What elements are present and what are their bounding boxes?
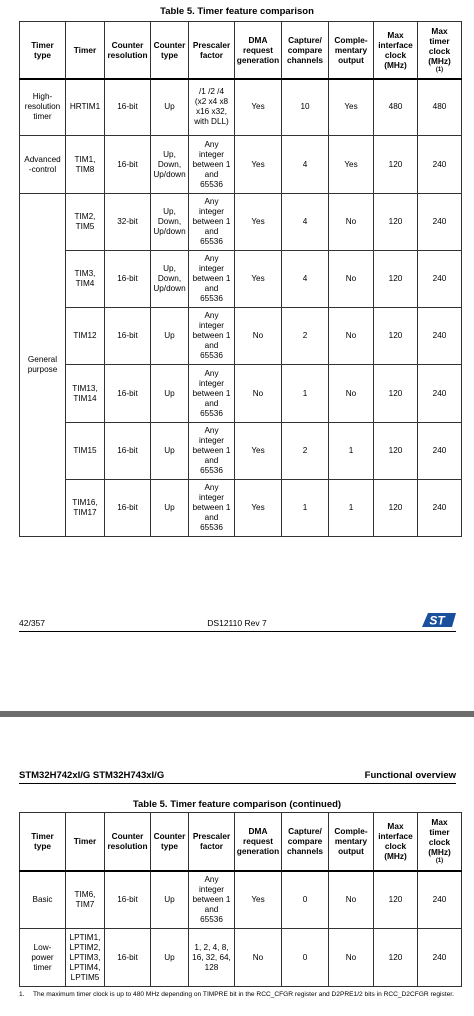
timer-name: TIM2, TIM5 (66, 194, 105, 251)
timer-type: Basic (20, 871, 66, 929)
footer-rule (19, 631, 456, 632)
max-timer-clock: 240 (418, 136, 462, 194)
max-interface-clock: 120 (374, 871, 418, 929)
timer-name: LPTIM1, LPTIM2, LPTIM3, LPTIM4, LPTIM5 (66, 929, 105, 987)
table-row (20, 194, 462, 251)
header-timer: Timer (66, 813, 105, 871)
table-row (20, 365, 462, 423)
counter-type: Up (151, 929, 189, 987)
max-timer-clock: 240 (418, 308, 462, 365)
dma-request: Yes (235, 423, 282, 480)
header-timer-type: Timer type (20, 813, 66, 871)
prescaler-factor: Any integer between 1 and 65536 (189, 871, 235, 929)
header-max-timer-clock (418, 22, 462, 79)
complementary-output: Yes (329, 136, 374, 194)
table-caption: Table 5. Timer feature comparison (160, 6, 314, 17)
max-interface-clock: 120 (374, 365, 418, 423)
max-timer-clock: 240 (418, 423, 462, 480)
header-timer-type: Timer type (20, 22, 66, 79)
header-capture-compare: Capture/ compare channels (282, 813, 329, 871)
dma-request: No (235, 929, 282, 987)
table-row (20, 929, 462, 987)
counter-resolution: 16-bit (105, 871, 151, 929)
max-timer-clock: 240 (418, 871, 462, 929)
header-dma-request: DMA request generation (235, 22, 282, 79)
capture-compare-channels: 2 (282, 308, 329, 365)
max-timer-clock: 240 (418, 251, 462, 308)
table-row (20, 871, 462, 929)
header-counter-resolution: Counter resolution (105, 22, 151, 79)
max-interface-clock: 120 (374, 136, 418, 194)
table-row (20, 136, 462, 194)
header-max-timer-clock-label: Max timer clock (MHz) (428, 817, 451, 858)
counter-type: Up (151, 871, 189, 929)
capture-compare-channels: 4 (282, 194, 329, 251)
counter-type: Up, Down, Up/down (151, 136, 189, 194)
timer-name: HRTIM1 (66, 79, 105, 136)
timer-name: TIM6, TIM7 (66, 871, 105, 929)
table-header-row (20, 813, 462, 871)
capture-compare-channels: 1 (282, 365, 329, 423)
doc-revision: DS12110 Rev 7 (207, 618, 267, 628)
counter-resolution: 16-bit (105, 929, 151, 987)
logo-text: ST (429, 613, 445, 628)
counter-resolution: 16-bit (105, 79, 151, 136)
max-timer-clock: 240 (418, 365, 462, 423)
capture-compare-channels: 0 (282, 871, 329, 929)
complementary-output: 1 (329, 423, 374, 480)
header-counter-type: Counter type (151, 813, 189, 871)
capture-compare-channels: 4 (282, 136, 329, 194)
prescaler-factor: Any integer between 1 and 65536 (189, 136, 235, 194)
table-row (20, 308, 462, 365)
header-max-timer-clock (418, 813, 462, 871)
page-number: 42/357 (19, 618, 45, 628)
capture-compare-channels: 4 (282, 251, 329, 308)
header-max-interface-clock: Max interface clock (MHz) (374, 22, 418, 79)
counter-type: Up, Down, Up/down (151, 251, 189, 308)
header-counter-type: Counter type (151, 22, 189, 79)
counter-type: Up (151, 308, 189, 365)
timer-feature-table (19, 21, 462, 537)
header-prescaler-factor: Prescaler factor (189, 22, 235, 79)
counter-type: Up (151, 480, 189, 537)
header-counter-resolution: Counter resolution (105, 813, 151, 871)
dma-request: No (235, 308, 282, 365)
prescaler-factor: Any integer between 1 and 65536 (189, 194, 235, 251)
table-caption-continued: Table 5. Timer feature comparison (continued) (132, 799, 342, 810)
prescaler-factor: /1 /2 /4 (x2 x4 x8 x16 x32, with DLL) (189, 79, 235, 136)
counter-resolution: 16-bit (105, 136, 151, 194)
table-row (20, 79, 462, 136)
table-header-row (20, 22, 462, 79)
running-header-left: STM32H742xI/G STM32H743xI/G (19, 770, 165, 781)
dma-request: Yes (235, 871, 282, 929)
max-timer-clock: 240 (418, 929, 462, 987)
max-interface-clock: 120 (374, 308, 418, 365)
complementary-output: Yes (329, 79, 374, 136)
dma-request: Yes (235, 480, 282, 537)
max-timer-clock: 480 (418, 79, 462, 136)
header-capture-compare: Capture/ compare channels (282, 22, 329, 79)
capture-compare-channels: 1 (282, 480, 329, 537)
complementary-output: No (329, 871, 374, 929)
dma-request: Yes (235, 251, 282, 308)
header-max-timer-clock-label: Max timer clock (MHz) (428, 25, 451, 66)
counter-resolution: 32-bit (105, 194, 151, 251)
max-interface-clock: 120 (374, 423, 418, 480)
header-complementary-output: Comple- mentary output (329, 813, 374, 871)
table-row (20, 251, 462, 308)
counter-type: Up, Down, Up/down (151, 194, 189, 251)
complementary-output: No (329, 365, 374, 423)
timer-feature-table-continued (19, 812, 462, 987)
header-max-interface-clock: Max interface clock (MHz) (374, 813, 418, 871)
timer-name: TIM13, TIM14 (66, 365, 105, 423)
capture-compare-channels: 10 (282, 79, 329, 136)
dma-request: No (235, 365, 282, 423)
timer-name: TIM15 (66, 423, 105, 480)
footnote-text: The maximum timer clock is up to 480 MHz depending on TIMPRE bit in the RCC_CFGR register and D2PRE1/2 bits in RCC_D2CFGR register. (33, 991, 454, 998)
timer-type: Low- power timer (20, 929, 66, 987)
footnote-ref: (1) (435, 858, 444, 865)
timer-type: Advanced -control (20, 136, 66, 194)
counter-resolution: 16-bit (105, 251, 151, 308)
footnote-number: 1. (19, 991, 25, 998)
capture-compare-channels: 0 (282, 929, 329, 987)
prescaler-factor: Any integer between 1 and 65536 (189, 308, 235, 365)
timer-name: TIM12 (66, 308, 105, 365)
header-timer: Timer (66, 22, 105, 79)
counter-type: Up (151, 365, 189, 423)
prescaler-factor: 1, 2, 4, 8, 16, 32, 64, 128 (189, 929, 235, 987)
complementary-output: No (329, 929, 374, 987)
prescaler-factor: Any integer between 1 and 65536 (189, 480, 235, 537)
capture-compare-channels: 2 (282, 423, 329, 480)
max-interface-clock: 120 (374, 251, 418, 308)
table-row (20, 480, 462, 537)
header-rule (19, 783, 456, 784)
max-interface-clock: 120 (374, 480, 418, 537)
timer-type: High- resolution timer (20, 79, 66, 136)
counter-type: Up (151, 423, 189, 480)
header-prescaler-factor: Prescaler factor (189, 813, 235, 871)
timer-name: TIM16, TIM17 (66, 480, 105, 537)
header-complementary-output: Comple- mentary output (329, 22, 374, 79)
prescaler-factor: Any integer between 1 and 65536 (189, 251, 235, 308)
complementary-output: 1 (329, 480, 374, 537)
timer-name: TIM1, TIM8 (66, 136, 105, 194)
running-header-right: Functional overview (364, 770, 456, 781)
counter-resolution: 16-bit (105, 480, 151, 537)
st-logo-icon (422, 612, 456, 628)
dma-request: Yes (235, 136, 282, 194)
prescaler-factor: Any integer between 1 and 65536 (189, 365, 235, 423)
complementary-output: No (329, 251, 374, 308)
timer-type: General purpose (20, 194, 66, 537)
max-interface-clock: 120 (374, 194, 418, 251)
footnote-ref: (1) (435, 66, 444, 73)
header-dma-request: DMA request generation (235, 813, 282, 871)
counter-resolution: 16-bit (105, 365, 151, 423)
max-timer-clock: 240 (418, 194, 462, 251)
dma-request: Yes (235, 194, 282, 251)
complementary-output: No (329, 308, 374, 365)
max-interface-clock: 120 (374, 929, 418, 987)
max-interface-clock: 480 (374, 79, 418, 136)
counter-resolution: 16-bit (105, 423, 151, 480)
prescaler-factor: Any integer between 1 and 65536 (189, 423, 235, 480)
table-row (20, 423, 462, 480)
dma-request: Yes (235, 79, 282, 136)
complementary-output: No (329, 194, 374, 251)
counter-type: Up (151, 79, 189, 136)
max-timer-clock: 240 (418, 480, 462, 537)
counter-resolution: 16-bit (105, 308, 151, 365)
page-divider (0, 711, 474, 717)
timer-name: TIM3, TIM4 (66, 251, 105, 308)
